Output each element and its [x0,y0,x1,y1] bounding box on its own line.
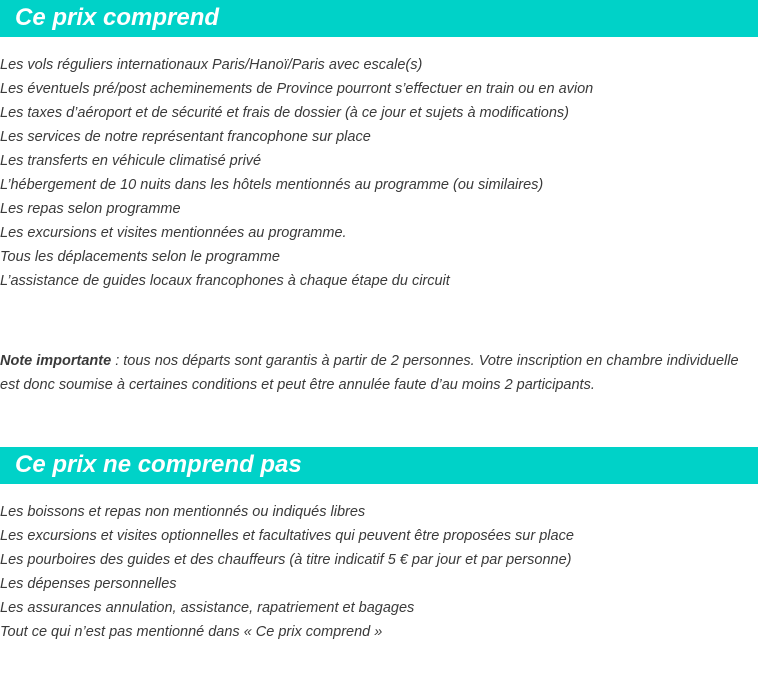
list-item: Les vols réguliers internationaux Paris/Hanoï/Paris avec escale(s) [0,57,423,73]
list-item: Les assurances annulation, assistance, rapatriement et bagages [0,600,415,616]
list-item: Les boissons et repas non mentionnés ou indiqués libres [0,504,366,520]
list-item: Les repas selon programme [0,201,181,217]
excluded-list [0,500,758,644]
note-label: Note importante [0,353,112,369]
included-list [0,53,758,293]
list-item: Les services de notre représentant francophone sur place [0,129,371,145]
note-text: : tous nos départs sont garantis à partir de 2 personnes. Votre inscription en chambre individuelle est donc soumise à certaines conditions et peut être annulée faute d’au moins 2 participants. [0,353,739,393]
list-item: Les dépenses personnelles [0,576,177,592]
section-header-excluded [0,447,758,484]
list-item: Les excursions et visites optionnelles et facultatives qui peuvent être proposées sur place [0,528,574,544]
list-item: Les éventuels pré/post acheminements de Province pourront s’effectuer en train ou en avion [0,81,594,97]
list-item: Les pourboires des guides et des chauffeurs (à titre indicatif 5 € par jour et par personne) [0,552,572,568]
section-title-included: Ce prix comprend [15,4,220,31]
list-item: L’hébergement de 10 nuits dans les hôtels mentionnés au programme (ou similaires) [0,177,544,193]
list-item: Les excursions et visites mentionnées au programme. [0,225,347,241]
list-item: Tous les déplacements selon le programme [0,249,280,265]
section-header-included [0,0,758,37]
list-item: Les taxes d’aéroport et de sécurité et frais de dossier (à ce jour et sujets à modifications) [0,105,570,121]
important-note [0,349,756,397]
list-item: Tout ce qui n’est pas mentionné dans « Ce prix comprend » [0,624,383,640]
list-item: Les transferts en véhicule climatisé privé [0,153,262,169]
section-title-excluded: Ce prix ne comprend pas [15,451,302,478]
list-item: L’assistance de guides locaux francophones à chaque étape du circuit [0,273,450,289]
